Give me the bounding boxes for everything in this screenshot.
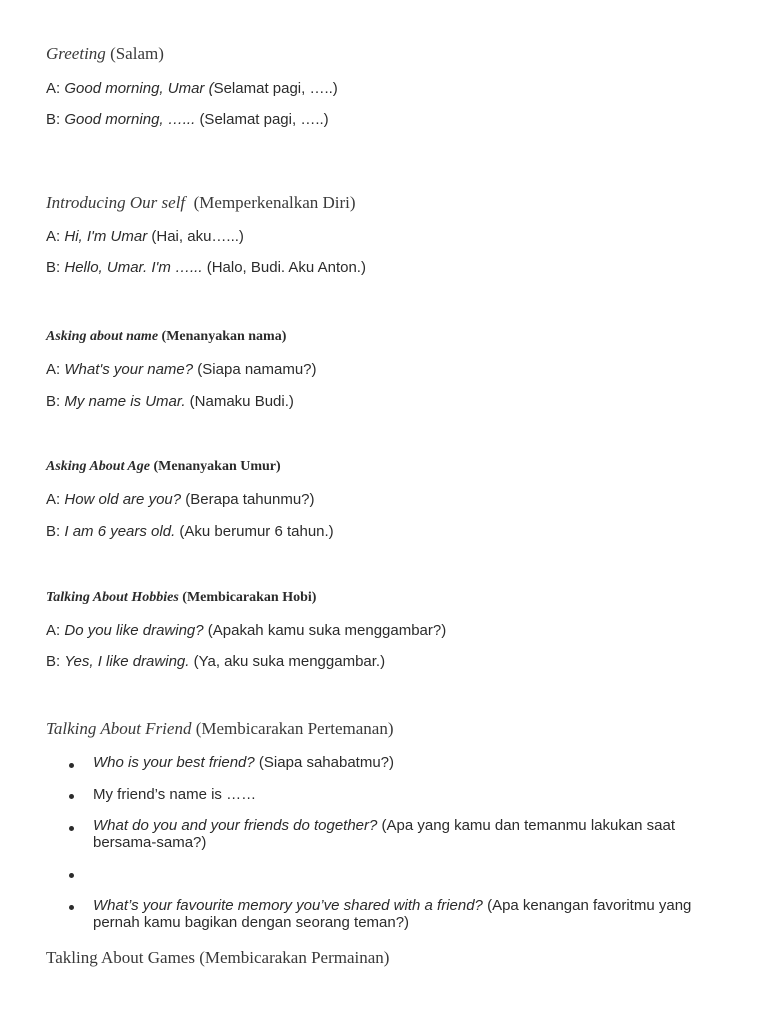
heading-greeting-en: Greeting [46,44,106,63]
introducing-a-en: Hi, I'm Umar [64,228,148,245]
heading-greeting-id: (Salam) [110,44,164,63]
greeting-a-en: Good morning, Umar ( [64,80,214,97]
heading-hobbies [46,588,316,608]
greeting-a-id: Selamat pagi, …..) [213,80,338,97]
friend-item-5-id: (Apa kenangan favoritmu yang pernah kamu bagikan dengan seorang teman?) [93,897,692,931]
heading-games: Takling About Games (Membicarakan Permainan) [46,948,390,967]
hobbies-b-id: (Ya, aku suka menggambar.) [193,653,386,670]
list-item [93,754,723,771]
heading-friend-id: (Membicarakan Pertemanan) [195,719,394,738]
speaker-b: B: [46,393,61,410]
hobbies-a-id: (Apakah kamu suka menggambar?) [207,622,447,639]
bullet-dot [69,763,74,768]
bullet-dot [69,826,74,831]
age-a-en: How old are you? [64,491,182,508]
name-a-id: (Siapa namamu?) [197,361,317,378]
greeting-b-id: (Selamat pagi, …..) [199,111,329,128]
friend-item-1-en: Who is your best friend? [93,754,255,771]
speaker-a: A: [46,622,61,639]
bullet-dot [69,873,74,878]
introducing-line-b [46,259,366,277]
age-line-a [46,491,315,509]
speaker-a: A: [46,491,61,508]
name-a-en: What's your name? [64,361,194,378]
heading-introducing-id: (Memperkenalkan Diri) [193,193,356,212]
introducing-line-a [46,228,244,246]
greeting-b-en: Good morning, …... [64,111,196,128]
heading-hobbies-en: Talking About Hobbies [46,590,179,605]
hobbies-b-en: Yes, I like drawing. [64,653,190,670]
friend-item-5-en: What’s your favourite memory you’ve shared with a friend? [93,897,483,914]
heading-greeting [46,44,164,64]
speaker-b: B: [46,111,61,128]
heading-name [46,327,286,347]
age-a-id: (Berapa tahunmu?) [185,491,315,508]
bullet-dot [69,905,74,910]
speaker-b: B: [46,523,61,540]
speaker-b: B: [46,653,61,670]
friend-item-1-id: (Siapa sahabatmu?) [258,754,395,771]
name-line-a [46,361,317,379]
friend-item-3-id: (Apa yang kamu dan temanmu lakukan saat bersama-sama?) [93,817,676,851]
friend-item-3-en: What do you and your friends do together? [93,817,378,834]
name-b-id: (Namaku Budi.) [189,393,294,410]
heading-friend [46,719,394,739]
hobbies-line-a [46,622,446,640]
heading-age [46,457,281,477]
age-b-id: (Aku berumur 6 tahun.) [179,523,334,540]
hobbies-line-b [46,653,385,671]
speaker-b: B: [46,259,61,276]
introducing-b-id: (Halo, Budi. Aku Anton.) [206,259,366,276]
friend-item-2-text: My friend’s name is …… [93,786,257,803]
list-item [93,897,723,931]
heading-introducing [46,193,356,213]
heading-friend-en: Talking About Friend [46,719,192,738]
heading-name-en: Asking about name [46,329,159,344]
heading-hobbies-id: (Membicarakan Hobi) [182,590,317,605]
heading-age-id: (Menanyakan Umur) [153,459,281,474]
list-item [93,786,723,803]
hobbies-a-en: Do you like drawing? [64,622,204,639]
name-b-en: My name is Umar. [64,393,186,410]
age-line-b [46,523,334,541]
speaker-a: A: [46,80,61,97]
greeting-line-a [46,80,338,98]
heading-age-en: Asking About Age [46,459,150,474]
greeting-line-b [46,111,329,129]
heading-introducing-en: Introducing Our self [46,193,186,212]
speaker-a: A: [46,228,61,245]
introducing-b-en: Hello, Umar. I'm …... [64,259,203,276]
bullet-dot [69,794,74,799]
name-line-b [46,393,294,411]
speaker-a: A: [46,361,61,378]
list-item [93,817,723,851]
age-b-en: I am 6 years old. [64,523,176,540]
heading-name-id: (Menanyakan nama) [161,329,287,344]
introducing-a-id: (Hai, aku…...) [151,228,244,245]
